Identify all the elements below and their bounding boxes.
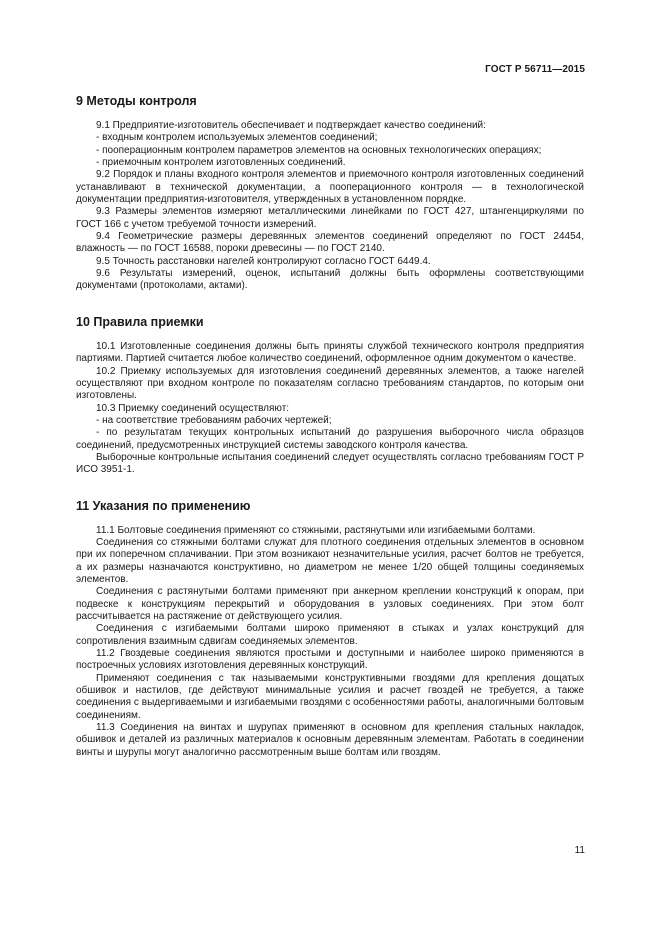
paragraph: 11.2 Гвоздевые соединения являются простыми и доступными и наиболее широко применяются в построечных условиях изготовления деревянных конструкций. bbox=[76, 648, 584, 672]
section-11 bbox=[76, 499, 584, 760]
list-item: - приемочным контролем изготовленных соединений. bbox=[96, 157, 346, 169]
paragraph: 11.3 Соединения на винтах и шурупах применяют в основном для крепления стальных накладок, обшивок и деталей из различных материалов к основным деревянным элементам. Работать в соединении винты и шурупы могут аналогично рассмотренным выше болтам или гвоздям. bbox=[76, 722, 584, 758]
paragraph: 9.3 Размеры элементов измеряют металлическими линейками по ГОСТ 427, штангенциркулями по ГОСТ 166 с учетом требуемой точности измерений. bbox=[76, 206, 584, 230]
section-title: 11 Указания по применению bbox=[76, 498, 251, 513]
paragraph: 10.3 Приемку соединений осуществляют: bbox=[96, 402, 290, 414]
paragraph: 10.2 Приемку используемых для изготовления соединений деревянных элементов, а также нагелей осуществляют при входном контроле по показателям согласно требованиям стандартов, по которым они изготовлены. bbox=[76, 365, 584, 402]
paragraph: 10.1 Изготовленные соединения должны быть приняты службой технического контроля предприятия партиями. Партией считается любое количество соединений, оформленное одним документом о качестве. bbox=[76, 340, 584, 365]
paragraph: 9.5 Точность расстановки нагелей контролируют согласно ГОСТ 6449.4. bbox=[96, 255, 431, 267]
paragraph: Выборочные контрольные испытания соединений следует осуществлять согласно требованиям ГОСТ Р ИСО 3951-1. bbox=[76, 451, 584, 476]
paragraph: 9.6 Результаты измерений, оценок, испытаний должны быть оформлены соответствующими документами (протоколами, актами). bbox=[76, 268, 584, 292]
paragraph: 11.1 Болтовые соединения применяют со стяжными, растянутыми или изгибаемыми болтами. bbox=[96, 524, 536, 536]
section-10 bbox=[76, 315, 584, 477]
list-item: - на соответствие требованиям рабочих чертежей; bbox=[96, 414, 332, 426]
paragraph: Соединения со стяжными болтами служат для плотного соединения отдельных элементов в основном при их поперечном сплачивании. При этом возникают незначительные усилия, расчет болтов не требуется, а их размеры назначаются конструктивно, но диаметром не менее 1/20 общей толщины соединяемых элементов. bbox=[76, 536, 584, 585]
paragraph: Соединения с растянутыми болтами применяют при анкерном креплении конструкций к опорам, при подвеске к конструкциям перекрытий и оборудования в узловых соединениях. При этом болт рассчитывается на растяжение от действующего усилия. bbox=[76, 586, 584, 622]
list-item: - пооперационным контролем параметров элементов на основных технологических операциях; bbox=[96, 144, 542, 156]
list-item: - входным контролем используемых элементов соединений; bbox=[96, 132, 378, 144]
section-title: 9 Методы контроля bbox=[76, 94, 197, 108]
section-title: 10 Правила приемки bbox=[76, 314, 204, 329]
paragraph: Применяют соединения с так называемыми конструктивными гвоздями для крепления дощатых обшивок и настилов, где действуют минимальные усилия и расчет гвоздей не требуется, а также соединения с выдергиваемыми и изгибаемыми гвоздями с особенностями работы, аналогичными болтовым соединениям. bbox=[76, 672, 584, 721]
page-number: 11 bbox=[574, 845, 585, 856]
document-code: ГОСТ Р 56711—2015 bbox=[485, 64, 585, 75]
paragraph: 9.2 Порядок и планы входного контроля элементов и приемочного контроля изготовленных соединений устанавливают в технической документации, а пооперационного контроля — в технологической документации предприятия-изготовителя, утвержденных в установленном порядке. bbox=[76, 169, 584, 206]
paragraph: Соединения с изгибаемыми болтами широко применяют в стыках и узлах конструкций для сопротивления взаимным сдвигам соединяемых элементов. bbox=[76, 623, 584, 647]
paragraph: 9.1 Предприятие-изготовитель обеспечивает и подтверждает качество соединений: bbox=[96, 120, 486, 131]
section-9 bbox=[76, 94, 584, 293]
paragraph: 9.4 Геометрические размеры деревянных элементов соединений определяют по ГОСТ 24454, влажность — по ГОСТ 16588, пороки древесины — по ГОСТ 2140. bbox=[76, 231, 584, 255]
list-item: - по результатам текущих контрольных испытаний до разрушения выборочного числа образцов соединений, предусмотренных инструкцией системы заводского контроля качества. bbox=[76, 427, 584, 451]
document-body bbox=[76, 94, 584, 781]
